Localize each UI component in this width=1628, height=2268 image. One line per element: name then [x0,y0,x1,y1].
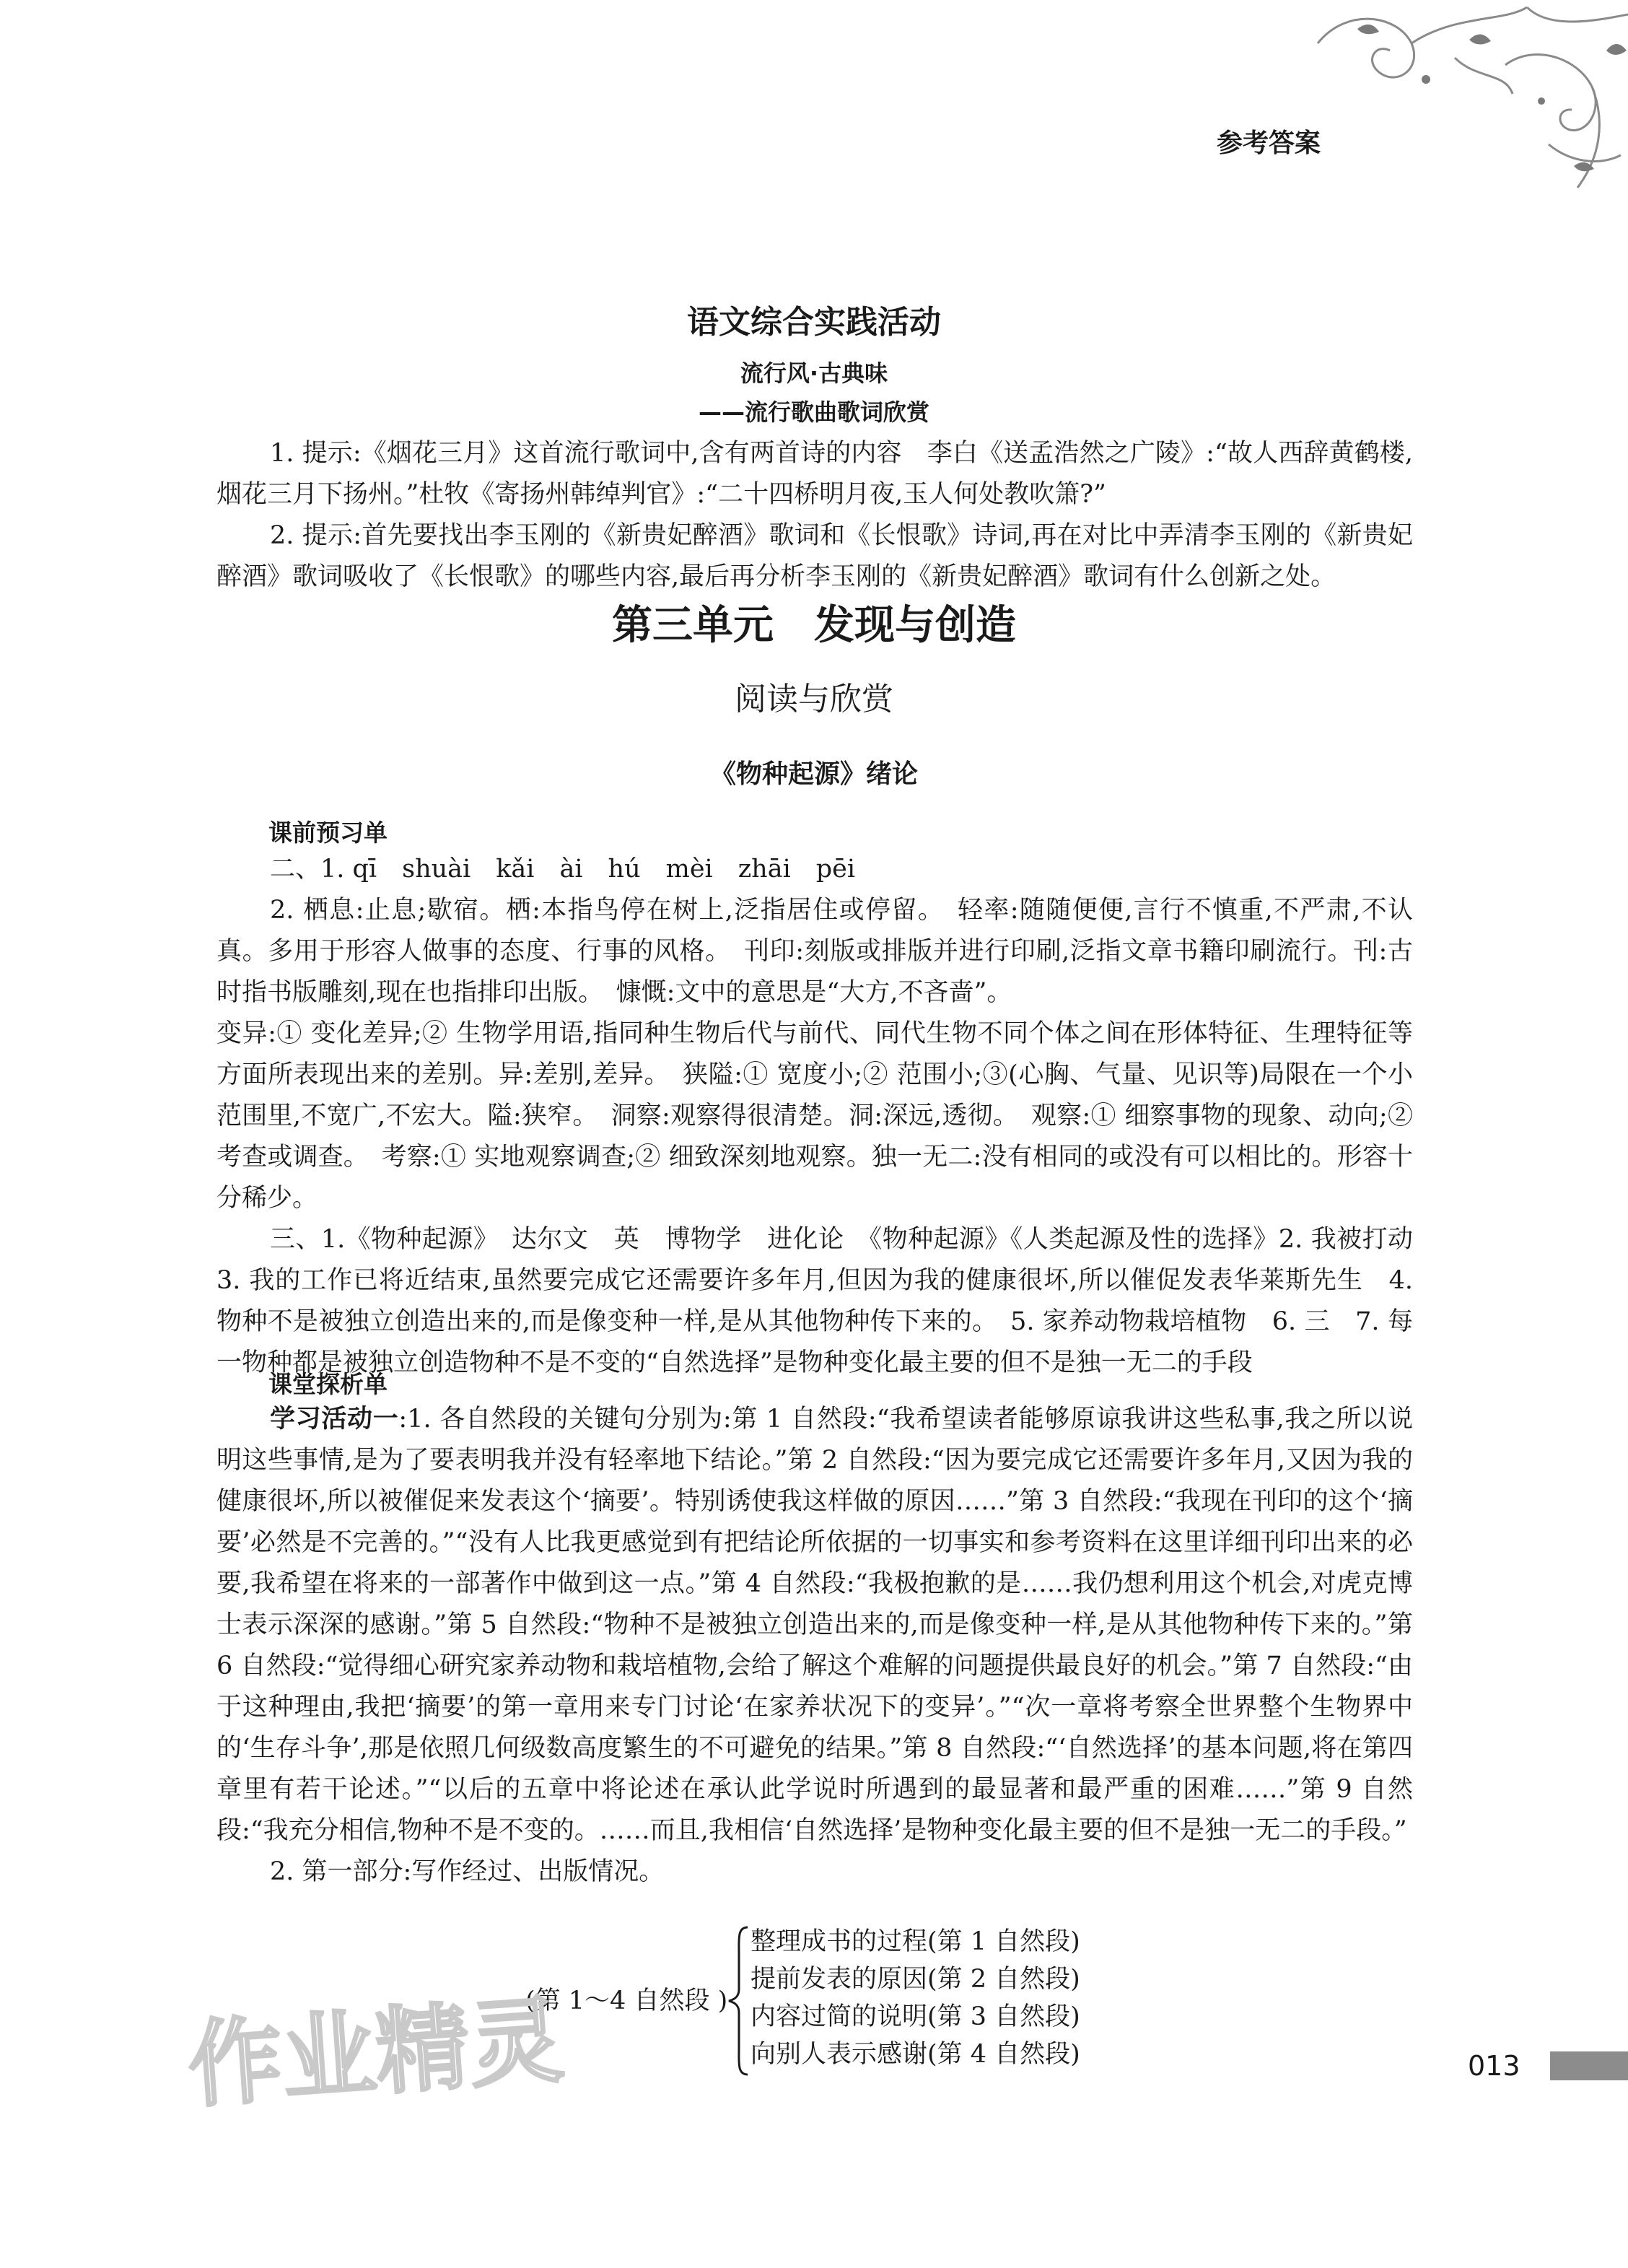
activity-label: 学习活动一 [270,1405,399,1434]
answer-paragraph: 二、1. qī shuài kǎi ài hú mèi zhāi pēi [270,855,856,884]
page-number-bar [1550,2051,1628,2080]
activity-text: :1. 各自然段的关键句分别为:第 1 自然段:“我希望读者能够原谅我讲这些私事,我之所以说明这些事情,是为了要表明我并没有轻率地下结论。”第 2 自然段:“因为要完成它还需要许多年月,又因为我的健康很坏,所以被催促来发表这个‘摘要’。特别诱使我这样做的原因……”第 3 自然段:“我现在刊印的这个‘摘要’必然是不完善的。”“没有人比我更感觉到有把结论所依据的一切事实和参考资料在这里详细刊印出来的必要,我希望在将来的一部著作中做到这一点。”第 4 自然段:“我极抱歉的是……我仍想利用这个机会,对虎克博士表示深深的感谢。”第 5 自然段:“物种不是被独立创造出来的,而是像变种一样,是从其他物种传下来的。”第 6 自然段:“觉得细心研究家养动物和栽培植物,会给了解这个难解的问题提供最良好的机会。”第 7 自然段:“由于这种理由,我把‘摘要’的第一章用来专门讨论‘在家养状况下的变异’。”“次一章将考察全世界整个生物界中的‘生存斗争’,那是依照几何级数高度繁生的不可避免的结果。”第 8 自然段:“‘自然选择’的基本问题,将在第四章里有若干论述。”“以后的五章中将论述在承认此学说时所遇到的最显著和最严重的困难……”第 9 自然段:“我充分相信,物种不是不变的。……而且,我相信‘自然选择’是物种变化最主要的但不是独一无二的手段。” [216,1405,1413,1845]
answer-paragraph: 变异:① 变化差异;② 生物学用语,指同种生物后代与前代、同代生物不同个体之间在形体特征、生理特征等方面所表现出来的差别。异:差别,差异。 狭隘:① 宽度小;② 范围小;③(心胸、气量、见识等)局限在一个小范围里,不宽广,不宏大。隘:狭窄。 洞察:观察得很清楚。洞:深远,透彻。 观察:① 细察事物的现象、动向;② 考查或调查。 考察:① 实地观察调查;② 细致深刻地观察。独一无二:没有相同的或没有可以相比的。形容十分稀少。 [216,1019,1413,1213]
outline-list [750,1923,1080,2073]
activity-subtitle: 流行风·古典味 [740,359,888,387]
activity-title: 语文综合实践活动 [687,304,941,341]
outline-item: 向别人表示感谢(第 4 自然段) [750,2040,1080,2069]
answer-paragraph: 1. 提示:《烟花三月》这首流行歌词中,含有两首诗的内容 李白《送孟浩然之广陵》:“故人西辞黄鹤楼,烟花三月下扬州。”杜牧《寄扬州韩绰判官》:“二十四桥明月夜,玉人何处教吹箫?” [216,439,1413,509]
unit-subtitle: 阅读与欣赏 [735,681,893,718]
answer-paragraph: 2. 栖息:止息;歇宿。栖:本指鸟停在树上,泛指居住或停留。 轻率:随随便便,言行不慎重,不严肃,不认真。多用于形容人做事的态度、行事的风格。 刊印:刻版或排版并进行印刷,泛指文章书籍印刷流行。刊:古时指书版雕刻,现在也指排印出版。 慷慨:文中的意思是“大方,不吝啬”。 [216,896,1413,1007]
outline-item: 提前发表的原因(第 2 自然段) [750,1965,1080,1994]
outline-label: (第 1～4 自然段 ) [525,1986,728,2015]
answer-paragraph: 2. 提示:首先要找出李玉刚的《新贵妃醉酒》歌词和《长恨歌》诗词,再在对比中弄清李玉刚的《新贵妃醉酒》歌词吸收了《长恨歌》的哪些内容,最后再分析李玉刚的《新贵妃醉酒》歌词有什么创新之处。 [216,521,1413,591]
answer-paragraph [216,1399,1413,1852]
decorative-flourish-icon [1289,0,1628,195]
preview-heading: 课前预习单 [268,819,388,847]
outline-item: 整理成书的过程(第 1 自然段) [750,1927,1080,1956]
classroom-heading: 课堂探析单 [268,1370,388,1398]
page-number: 013 [1468,2050,1520,2082]
unit-title: 第三单元 发现与创造 [612,602,1016,649]
outline-item: 内容过简的说明(第 3 自然段) [750,2002,1080,2031]
activity-subtitle-2: ——流行歌曲歌词欣赏 [698,398,929,426]
section-header-label: 参考答案 [1217,128,1321,158]
watermark: 作业精灵 [185,1985,567,2121]
outline-brace-icon [727,1924,749,2077]
answer-paragraph: 三、1.《物种起源》 达尔文 英 博物学 进化论 《物种起源》《人类起源及性的选择》2. 我被打动 3. 我的工作已将近结束,虽然要完成它还需要许多年月,但因为我的健康很坏,所以催促发表华莱斯先生 4. 物种不是被独立创造出来的,而是像变种一样,是从其他物种传下来的。 5. 家养动物栽培植物 6. 三 7. 每一物种都是被独立创造物种不是不变的“自然选择”是物种变化最主要的但不是独一无二的手段 [216,1225,1439,1377]
answer-paragraph: 2. 第一部分:写作经过、出版情况。 [270,1857,665,1886]
lesson-title: 《物种起源》绪论 [709,759,918,789]
